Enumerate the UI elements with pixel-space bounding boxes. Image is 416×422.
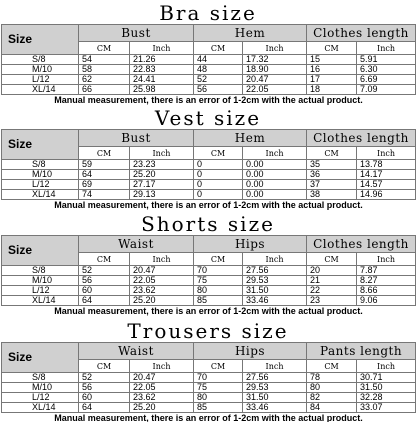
value-cell: 0 — [194, 160, 243, 170]
unit-label: Inch — [357, 360, 416, 373]
table-row — [2, 190, 416, 200]
value-cell: 24.41 — [130, 75, 194, 85]
measurement-header: Hem — [194, 130, 307, 147]
value-cell: 15 — [307, 55, 357, 65]
value-cell: 6.30 — [357, 65, 416, 75]
size-cell: XL/14 — [2, 403, 79, 413]
size-cell: L/12 — [2, 393, 79, 403]
table-header-row — [2, 130, 416, 147]
value-cell: 27.56 — [243, 373, 307, 383]
value-cell: 21 — [307, 276, 357, 286]
size-cell: XL/14 — [2, 85, 79, 95]
value-cell: 36 — [307, 170, 357, 180]
size-table — [1, 342, 416, 422]
value-cell: 37 — [307, 180, 357, 190]
value-cell: 27.56 — [243, 266, 307, 276]
value-cell: 75 — [194, 276, 243, 286]
unit-label: CM — [307, 253, 357, 266]
value-cell: 27.17 — [130, 180, 194, 190]
table-row — [2, 393, 416, 403]
value-cell: 17.32 — [243, 55, 307, 65]
measurement-header: Hips — [194, 236, 307, 253]
value-cell: 8.27 — [357, 276, 416, 286]
section-title: Trousers size — [127, 319, 289, 343]
value-cell: 22.05 — [243, 85, 307, 95]
value-cell: 80 — [194, 286, 243, 296]
value-cell: 33.07 — [357, 403, 416, 413]
value-cell: 60 — [79, 393, 130, 403]
measurement-header: Hem — [194, 25, 307, 42]
value-cell: 0.00 — [243, 160, 307, 170]
value-cell: 14.96 — [357, 190, 416, 200]
value-cell: 0 — [194, 170, 243, 180]
value-cell: 25.20 — [130, 296, 194, 306]
unit-label: CM — [194, 147, 243, 160]
value-cell: 48 — [194, 65, 243, 75]
value-cell: 8.66 — [357, 286, 416, 296]
unit-label: CM — [79, 360, 130, 373]
unit-label: Inch — [243, 147, 307, 160]
value-cell: 58 — [79, 65, 130, 75]
table-header-row — [2, 25, 416, 42]
value-cell: 0.00 — [243, 180, 307, 190]
table-row — [2, 55, 416, 65]
value-cell: 25.98 — [130, 85, 194, 95]
value-cell: 20.47 — [243, 75, 307, 85]
unit-label: Inch — [357, 42, 416, 55]
unit-label: Inch — [130, 42, 194, 55]
size-cell: M/10 — [2, 276, 79, 286]
value-cell: 30.71 — [357, 373, 416, 383]
value-cell: 20 — [307, 266, 357, 276]
table-row — [2, 286, 416, 296]
value-cell: 75 — [194, 383, 243, 393]
unit-label: CM — [307, 147, 357, 160]
value-cell: 25.20 — [130, 170, 194, 180]
size-table — [1, 129, 416, 211]
value-cell: 80 — [307, 383, 357, 393]
unit-label: Inch — [130, 360, 194, 373]
unit-label: CM — [307, 360, 357, 373]
value-cell: 31.50 — [243, 286, 307, 296]
measurement-header: Hips — [194, 343, 307, 360]
value-cell: 31.50 — [357, 383, 416, 393]
value-cell: 29.53 — [243, 383, 307, 393]
measurement-note: Manual measurement, there is an error of 1-2cm with the actual product. — [2, 306, 416, 317]
table-row — [2, 266, 416, 276]
measurement-header: Pants length — [307, 343, 416, 360]
table-row — [2, 296, 416, 306]
value-cell: 56 — [194, 85, 243, 95]
value-cell: 85 — [194, 403, 243, 413]
value-cell: 78 — [307, 373, 357, 383]
value-cell: 23 — [307, 296, 357, 306]
value-cell: 14.17 — [357, 170, 416, 180]
size-table — [1, 24, 416, 106]
value-cell: 20.47 — [130, 266, 194, 276]
measurement-note: Manual measurement, there is an error of 1-2cm with the actual product. — [2, 200, 416, 211]
value-cell: 33.46 — [243, 296, 307, 306]
value-cell: 23.62 — [130, 393, 194, 403]
unit-label: Inch — [130, 147, 194, 160]
value-cell: 74 — [79, 190, 130, 200]
value-cell: 9.06 — [357, 296, 416, 306]
value-cell: 0 — [194, 190, 243, 200]
value-cell: 38 — [307, 190, 357, 200]
value-cell: 52 — [194, 75, 243, 85]
size-cell: M/10 — [2, 170, 79, 180]
unit-label: CM — [79, 253, 130, 266]
size-cell: XL/14 — [2, 190, 79, 200]
value-cell: 21.26 — [130, 55, 194, 65]
unit-label: CM — [194, 360, 243, 373]
value-cell: 25.20 — [130, 403, 194, 413]
unit-label: CM — [307, 42, 357, 55]
value-cell: 0.00 — [243, 170, 307, 180]
size-cell: S/8 — [2, 266, 79, 276]
value-cell: 0.00 — [243, 190, 307, 200]
value-cell: 14.57 — [357, 180, 416, 190]
size-header: Size — [2, 130, 79, 160]
value-cell: 64 — [79, 170, 130, 180]
size-cell: L/12 — [2, 180, 79, 190]
value-cell: 59 — [79, 160, 130, 170]
unit-label: Inch — [130, 253, 194, 266]
size-cell: XL/14 — [2, 296, 79, 306]
value-cell: 7.09 — [357, 85, 416, 95]
size-cell: S/8 — [2, 55, 79, 65]
measurement-header: Waist — [79, 343, 194, 360]
value-cell: 31.50 — [243, 393, 307, 403]
measurement-note: Manual measurement, there is an error of 1-2cm with the actual product. — [2, 413, 416, 422]
size-cell: L/12 — [2, 286, 79, 296]
value-cell: 29.53 — [243, 276, 307, 286]
table-row — [2, 373, 416, 383]
table-header-row — [2, 343, 416, 360]
value-cell: 35 — [307, 160, 357, 170]
value-cell: 18.90 — [243, 65, 307, 75]
value-cell: 56 — [79, 276, 130, 286]
value-cell: 52 — [79, 373, 130, 383]
unit-label: Inch — [243, 360, 307, 373]
table-header-row — [2, 236, 416, 253]
value-cell: 23.23 — [130, 160, 194, 170]
size-cell: L/12 — [2, 75, 79, 85]
value-cell: 7.87 — [357, 266, 416, 276]
size-cell: M/10 — [2, 383, 79, 393]
table-row — [2, 180, 416, 190]
table-row — [2, 403, 416, 413]
value-cell: 33.46 — [243, 403, 307, 413]
value-cell: 54 — [79, 55, 130, 65]
value-cell: 44 — [194, 55, 243, 65]
value-cell: 62 — [79, 75, 130, 85]
value-cell: 69 — [79, 180, 130, 190]
size-header: Size — [2, 343, 79, 373]
table-row — [2, 85, 416, 95]
value-cell: 64 — [79, 403, 130, 413]
value-cell: 23.62 — [130, 286, 194, 296]
value-cell: 84 — [307, 403, 357, 413]
measurement-header: Clothes length — [307, 130, 416, 147]
size-header: Size — [2, 25, 79, 55]
value-cell: 66 — [79, 85, 130, 95]
table-row — [2, 160, 416, 170]
table-row — [2, 276, 416, 286]
size-cell: M/10 — [2, 65, 79, 75]
value-cell: 32.28 — [357, 393, 416, 403]
value-cell: 22.83 — [130, 65, 194, 75]
value-cell: 22.05 — [130, 276, 194, 286]
value-cell: 60 — [79, 286, 130, 296]
unit-label: CM — [194, 253, 243, 266]
size-cell: S/8 — [2, 373, 79, 383]
value-cell: 18 — [307, 85, 357, 95]
size-table — [1, 235, 416, 317]
table-row — [2, 75, 416, 85]
value-cell: 56 — [79, 383, 130, 393]
value-cell: 70 — [194, 266, 243, 276]
size-header: Size — [2, 236, 79, 266]
value-cell: 82 — [307, 393, 357, 403]
value-cell: 22 — [307, 286, 357, 296]
value-cell: 0 — [194, 180, 243, 190]
value-cell: 64 — [79, 296, 130, 306]
value-cell: 6.69 — [357, 75, 416, 85]
measurement-header: Clothes length — [307, 25, 416, 42]
measurement-header: Waist — [79, 236, 194, 253]
unit-label: CM — [79, 42, 130, 55]
table-row — [2, 170, 416, 180]
value-cell: 22.05 — [130, 383, 194, 393]
value-cell: 13.78 — [357, 160, 416, 170]
section-title: Bra size — [159, 1, 257, 25]
value-cell: 70 — [194, 373, 243, 383]
unit-label: Inch — [357, 253, 416, 266]
value-cell: 80 — [194, 393, 243, 403]
value-cell: 5.91 — [357, 55, 416, 65]
unit-label: Inch — [243, 42, 307, 55]
table-row — [2, 65, 416, 75]
section-title: Shorts size — [141, 212, 275, 236]
unit-label: CM — [194, 42, 243, 55]
unit-label: Inch — [357, 147, 416, 160]
size-cell: S/8 — [2, 160, 79, 170]
unit-label: Inch — [243, 253, 307, 266]
measurement-header: Bust — [79, 130, 194, 147]
unit-label: CM — [79, 147, 130, 160]
value-cell: 52 — [79, 266, 130, 276]
value-cell: 20.47 — [130, 373, 194, 383]
table-row — [2, 383, 416, 393]
value-cell: 85 — [194, 296, 243, 306]
measurement-header: Clothes length — [307, 236, 416, 253]
measurement-header: Bust — [79, 25, 194, 42]
value-cell: 16 — [307, 65, 357, 75]
measurement-note: Manual measurement, there is an error of 1-2cm with the actual product. — [2, 95, 416, 106]
section-title: Vest size — [154, 106, 262, 130]
value-cell: 17 — [307, 75, 357, 85]
value-cell: 29.13 — [130, 190, 194, 200]
